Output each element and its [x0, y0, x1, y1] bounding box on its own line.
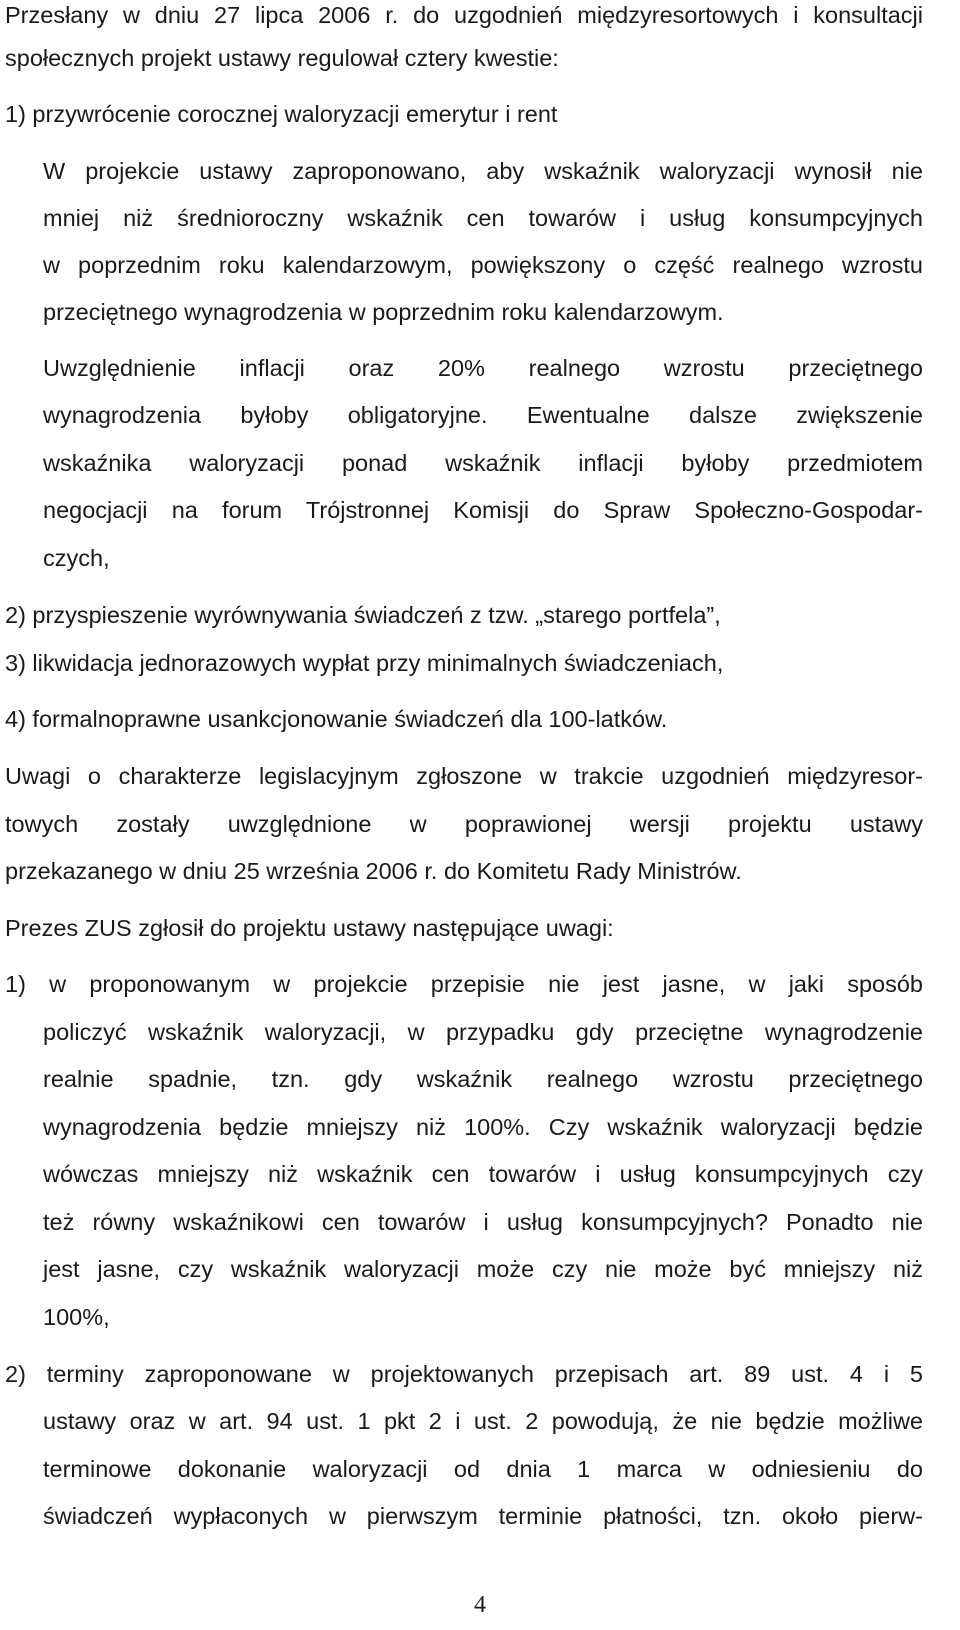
text-line: w poprzednim roku kalendarzowym, powiększony o część realnego wzrostu	[43, 252, 923, 278]
list-item: 3) likwidacja jednorazowych wypłat przy minimalnych świadczeniach,	[5, 650, 724, 676]
text-line: terminowe dokonanie waloryzacji od dnia 1 marca w odniesieniu do	[43, 1456, 923, 1482]
list-item: 2) terminy zaproponowane w projektowanych przepisach art. 89 ust. 4 i 5	[5, 1361, 923, 1387]
text-line: Uwzględnienie inflacji oraz 20% realnego wzrostu przeciętnego	[43, 355, 923, 381]
text-line: W projekcie ustawy zaproponowano, aby wskaźnik waloryzacji wynosił nie	[43, 158, 923, 184]
text-line: negocjacji na forum Trójstronnej Komisji do Spraw Społeczno-Gospodar-	[43, 497, 923, 523]
text-line: policzyć wskaźnik waloryzacji, w przypadku gdy przeciętne wynagrodzenie	[43, 1019, 923, 1045]
text-line: czych,	[43, 545, 110, 571]
text-line: jest jasne, czy wskaźnik waloryzacji może czy nie może być mniejszy niż	[43, 1256, 923, 1282]
text-line: wskaźnika waloryzacji ponad wskaźnik inflacji byłoby przedmiotem	[43, 450, 923, 476]
text-line: Uwagi o charakterze legislacyjnym zgłoszone w trakcie uzgodnień międzyresor-	[5, 763, 923, 789]
text-line: Prezes ZUS zgłosił do projektu ustawy następujące uwagi:	[5, 915, 614, 941]
list-item: 1) w proponowanym w projekcie przepisie nie jest jasne, w jaki sposób	[5, 971, 923, 997]
text-line: mniej niż średnioroczny wskaźnik cen towarów i usług konsumpcyjnych	[43, 205, 923, 231]
text-line: ustawy oraz w art. 94 ust. 1 pkt 2 i ust. 2 powodują, że nie będzie możliwe	[43, 1408, 923, 1434]
text-line: też równy wskaźnikowi cen towarów i usług konsumpcyjnych? Ponadto nie	[43, 1209, 923, 1235]
text-line: przeciętnego wynagrodzenia w poprzednim roku kalendarzowym.	[43, 299, 724, 325]
text-line: przekazanego w dniu 25 września 2006 r. do Komitetu Rady Ministrów.	[5, 858, 742, 884]
text-line: społecznych projekt ustawy regulował cztery kwestie:	[5, 45, 559, 71]
list-item: 2) przyspieszenie wyrównywania świadczeń z tzw. „starego portfela”,	[5, 602, 721, 628]
text-line: wówczas mniejszy niż wskaźnik cen towarów i usług konsumpcyjnych czy	[43, 1161, 923, 1187]
text-line: świadczeń wypłaconych w pierwszym terminie płatności, tzn. około pierw-	[43, 1503, 923, 1529]
text-line: realnie spadnie, tzn. gdy wskaźnik realnego wzrostu przeciętnego	[43, 1066, 923, 1092]
text-line: 100%,	[43, 1304, 110, 1330]
text-line: towych zostały uwzględnione w poprawionej wersji projektu ustawy	[5, 811, 923, 837]
text-line: Przesłany w dniu 27 lipca 2006 r. do uzgodnień międzyresortowych i konsultacji	[5, 2, 923, 28]
text-line: wynagrodzenia będzie mniejszy niż 100%. Czy wskaźnik waloryzacji będzie	[43, 1114, 923, 1140]
text-line: wynagrodzenia byłoby obligatoryjne. Ewentualne dalsze zwiększenie	[43, 402, 923, 428]
list-item-heading: 1) przywrócenie corocznej waloryzacji emerytur i rent	[5, 101, 558, 127]
list-item: 4) formalnoprawne usankcjonowanie świadczeń dla 100-latków.	[5, 706, 668, 732]
page-number: 4	[474, 1592, 486, 1618]
